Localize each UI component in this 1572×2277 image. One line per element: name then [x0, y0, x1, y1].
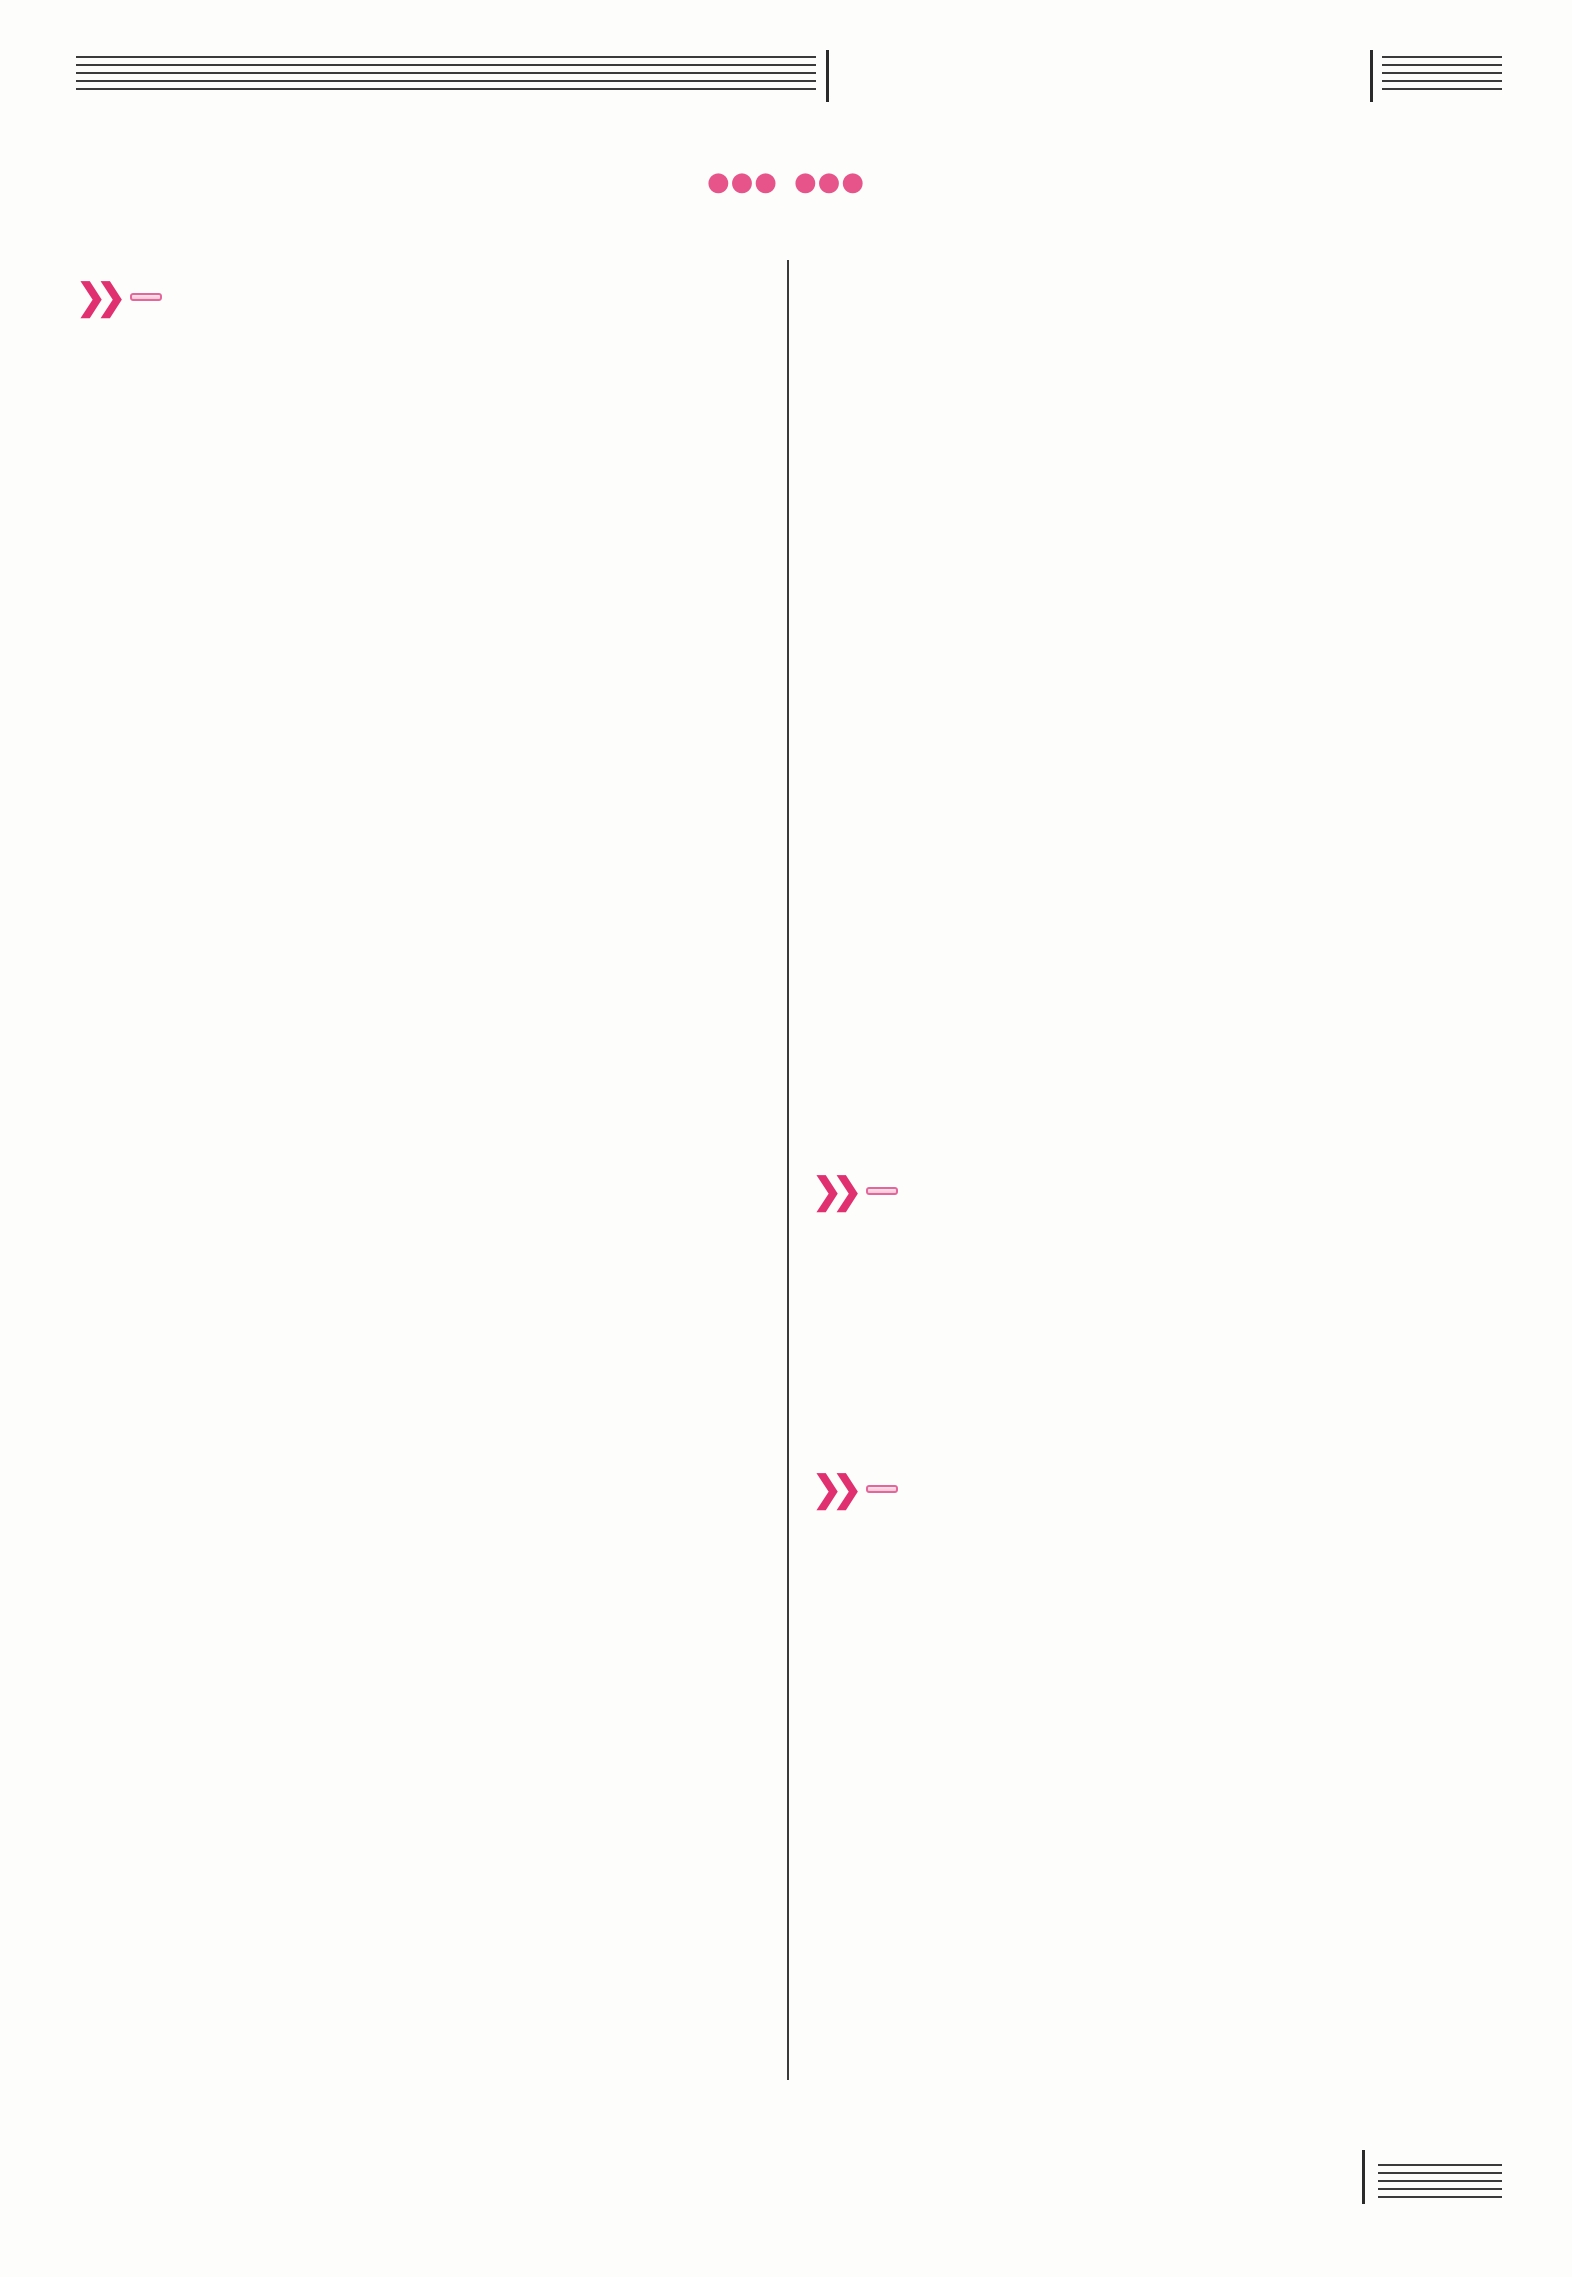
dots-decoration: ●●●	[706, 167, 778, 197]
section-words-label	[130, 293, 162, 301]
header-rule-left	[76, 56, 816, 96]
section-words-heading	[76, 276, 162, 318]
double-chevron-icon: ❯❯	[812, 1170, 853, 1212]
footer-rule	[1378, 2164, 1502, 2204]
column-divider	[787, 260, 789, 2080]
double-chevron-icon: ❯❯	[812, 1468, 853, 1510]
section-phrases-label	[866, 1187, 898, 1195]
header-rule-right	[1382, 56, 1502, 96]
section-sentences-heading	[812, 1468, 898, 1510]
section-sentences-label	[866, 1485, 898, 1493]
double-chevron-icon: ❯❯	[76, 276, 117, 318]
header-divider-left	[826, 50, 829, 102]
unit-title	[0, 160, 1572, 204]
header-divider-right	[1370, 50, 1373, 102]
dots-decoration: ●●●	[794, 167, 866, 197]
section-phrases-heading	[812, 1170, 898, 1212]
footer-divider	[1362, 2150, 1365, 2204]
